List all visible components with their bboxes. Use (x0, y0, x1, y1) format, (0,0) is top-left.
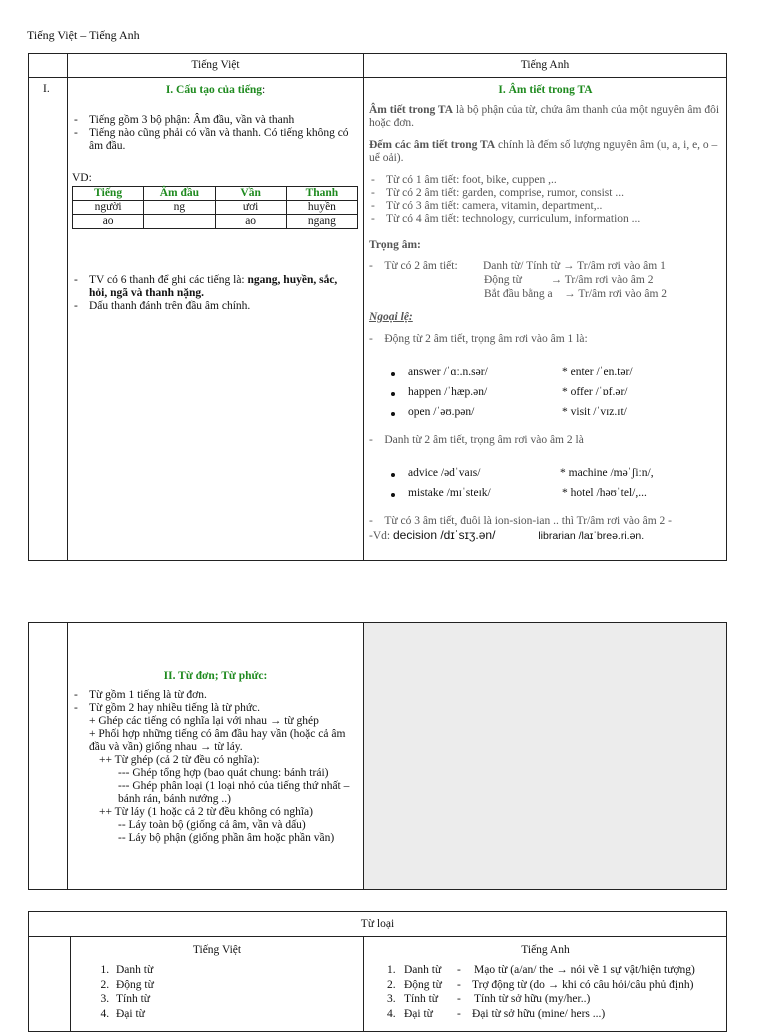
table-cell (144, 215, 215, 229)
table-word-types (28, 622, 727, 890)
mini-header: Tiếng (73, 187, 144, 201)
syllable-counting-rule: Đếm các âm tiết trong TA chính là đếm số lượng nguyên âm (u, a, i, e, o – uể oải). (369, 139, 718, 164)
list-item: 3. Tính từ - Tính từ sở hữu (my/her..) (387, 993, 591, 1005)
table3-header-vi: Tiếng Việt (192, 944, 242, 956)
example-word: * enter /ˈen.tər/ (562, 366, 633, 378)
bullet-icon (391, 473, 395, 477)
vi-pos-cell (71, 937, 364, 1032)
table-cell: ng (144, 201, 215, 215)
table-cell: người (73, 201, 144, 215)
list-item: --- Ghép tổng hợp (bao quát chung: bánh trái) (118, 767, 329, 779)
en-pos-cell (364, 937, 727, 1032)
three-syllable-rule: - Từ có 3 âm tiết, đuôi là ion-sion-ian .. thì Tr/âm rơi vào âm 2 - (369, 515, 672, 527)
en-section-title: I. Âm tiết trong TA (498, 84, 593, 96)
list-item: -- Láy bộ phận (giống phần âm hoặc phần vần) (118, 832, 335, 844)
list-item: 2. Động từ (112, 978, 154, 993)
example-word: * machine /məˈʃiːn/, (560, 467, 654, 479)
example-word: * offer /ˈɒf.ər/ (562, 386, 628, 398)
noun-stress-rule: - Danh từ 2 âm tiết, trọng âm rơi vào âm 2 là (369, 434, 584, 446)
list-item: - Từ có 2 âm tiết: garden, comprise, rumor, consist ... (369, 187, 719, 200)
table-structure (28, 53, 727, 561)
mini-header: Âm đầu (144, 187, 215, 201)
list-item: 3. Tính từ (112, 992, 154, 1007)
table-cell: ươi (215, 201, 286, 215)
list-item: 4. Đại từ (112, 1007, 154, 1022)
word-structure-list (72, 689, 360, 845)
en-pos-list (364, 963, 727, 1021)
stress-heading: Trọng âm: (369, 239, 421, 251)
table1-header-vi: Tiếng Việt (68, 54, 364, 78)
example-word: * visit /ˈvɪz.ɪt/ (562, 406, 627, 418)
list-item: 4. Đại từ - Đại từ sở hữu (mine/ hers ...) (387, 1007, 606, 1020)
list-item: - Tiếng nào cũng phải có vần và thanh. Có tiếng không có âm đầu. (72, 127, 352, 153)
example-word: mistake /mɪˈsteɪk/ (408, 487, 491, 499)
table-cell: ao (73, 215, 144, 229)
example-word: happen /ˈhæp.ən/ (408, 386, 488, 398)
stress-rule-2: Động từ → Tr/âm rơi vào âm 2 (484, 274, 654, 286)
stress-rule-1: Danh từ/ Tính từ → Tr/âm rơi vào âm 1 (483, 260, 666, 272)
list-item: - Từ có 4 âm tiết: technology, curriculum, information ... (369, 213, 719, 226)
document-title: Tiếng Việt – Tiếng Anh (27, 28, 140, 42)
example-word: * hotel /həʊˈtel/,... (562, 487, 647, 499)
table-cell: ngang (286, 215, 357, 229)
list-item: - Từ gồm 2 hay nhiều tiếng là từ phức. (74, 702, 261, 714)
list-item: - Tiếng gồm 3 bộ phận: Âm đầu, vần và thanh (72, 114, 352, 127)
vi-structure-list (72, 114, 352, 153)
table-cell: huyền (286, 201, 357, 215)
list-item: 1. Danh từ - Mạo từ (a/an/ the → nói về 1 sự vật/hiện tượng) (387, 964, 695, 976)
stress-rule-3: Bắt đầu bằng a → Tr/âm rơi vào âm 2 (484, 288, 668, 300)
vi-section-title: I. Cấu tạo của tiếng: (165, 84, 266, 96)
list-item: + Ghép các tiếng có nghĩa lại với nhau → từ ghép (89, 715, 319, 727)
list-item: - Từ gồm 1 tiếng là từ đơn. (74, 689, 207, 701)
list-item: - Từ có 1 âm tiết: foot, bike, cuppen ,.. (369, 174, 719, 187)
verb-stress-rule: - Động từ 2 âm tiết, trọng âm rơi vào âm 1 là: (369, 333, 588, 345)
word-structure-cell (68, 623, 364, 890)
table-parts-of-speech (28, 911, 727, 1032)
example-word: advice /ədˈvaɪs/ (408, 467, 481, 479)
list-item: - TV có 6 thanh để ghi các tiếng là: ngang, huyền, sắc, hỏi, ngã và thanh nặng. (72, 274, 356, 300)
list-item: 2. Động từ - Trợ động từ (do → khi có câu hỏi/câu phủ định) (387, 978, 694, 991)
vi-tone-list (72, 274, 356, 313)
syllable-count-list (369, 174, 719, 226)
bullet-icon (391, 412, 395, 416)
stress-label: - Từ có 2 âm tiết: (369, 260, 458, 272)
bullet-icon (391, 493, 395, 497)
list-item: ++ Từ ghép (cả 2 từ đều có nghĩa): (99, 754, 260, 766)
section-roman-numeral: I. (29, 78, 68, 561)
bullet-icon (391, 372, 395, 376)
mini-header: Thanh (286, 187, 357, 201)
vi-structure-cell (68, 78, 364, 561)
table-cell: ao (215, 215, 286, 229)
list-item: - Từ có 3 âm tiết: camera, vitamin, department,.. (369, 200, 719, 213)
vi-pos-list (71, 963, 154, 1021)
bullet-icon (391, 392, 395, 396)
table3-header-en: Tiếng Anh (521, 944, 570, 956)
list-item: + Phối hợp những tiếng có âm đầu hay vần (hoặc cả âm đầu và vần) giống nhau → từ láy. (89, 728, 346, 753)
list-item: --- Ghép phân loại (1 loại nhỏ của tiếng thứ nhất – bánh rán, bánh nướng ..) (118, 780, 350, 805)
list-item: ++ Từ láy (1 hoặc cả 2 từ đều không có nghĩa) (99, 806, 313, 818)
shaded-empty-cell (364, 623, 727, 890)
word-structure-title: II. Từ đơn; Từ phức: (163, 670, 268, 682)
exception-heading: Ngoại lệ: (369, 311, 413, 323)
parts-of-speech-title: Từ loại (29, 912, 727, 937)
table1-header-en: Tiếng Anh (364, 54, 727, 78)
three-syllable-example: -Vd: decision /dɪˈsɪʒ.ən/ librarian /laɪˈbreə.ri.ən. (369, 528, 645, 542)
example-word: answer /ˈɑː.n.sər/ (408, 366, 488, 378)
syllable-example-table (72, 186, 358, 229)
list-item: 1. Danh từ (112, 963, 154, 978)
syllable-definition: Âm tiết trong TA là bộ phận của từ, chứa âm thanh của một nguyên âm đôi hoặc đơn. (369, 104, 720, 129)
en-syllable-cell (364, 78, 727, 561)
list-item: - Dấu thanh đánh trên đầu âm chính. (72, 300, 356, 313)
example-word: open /ˈəʊ.pən/ (408, 406, 475, 418)
list-item: -- Láy toàn bộ (giống cả âm, vần và dấu) (118, 819, 306, 831)
mini-header: Vần (215, 187, 286, 201)
vd-label: VD: (72, 172, 92, 184)
